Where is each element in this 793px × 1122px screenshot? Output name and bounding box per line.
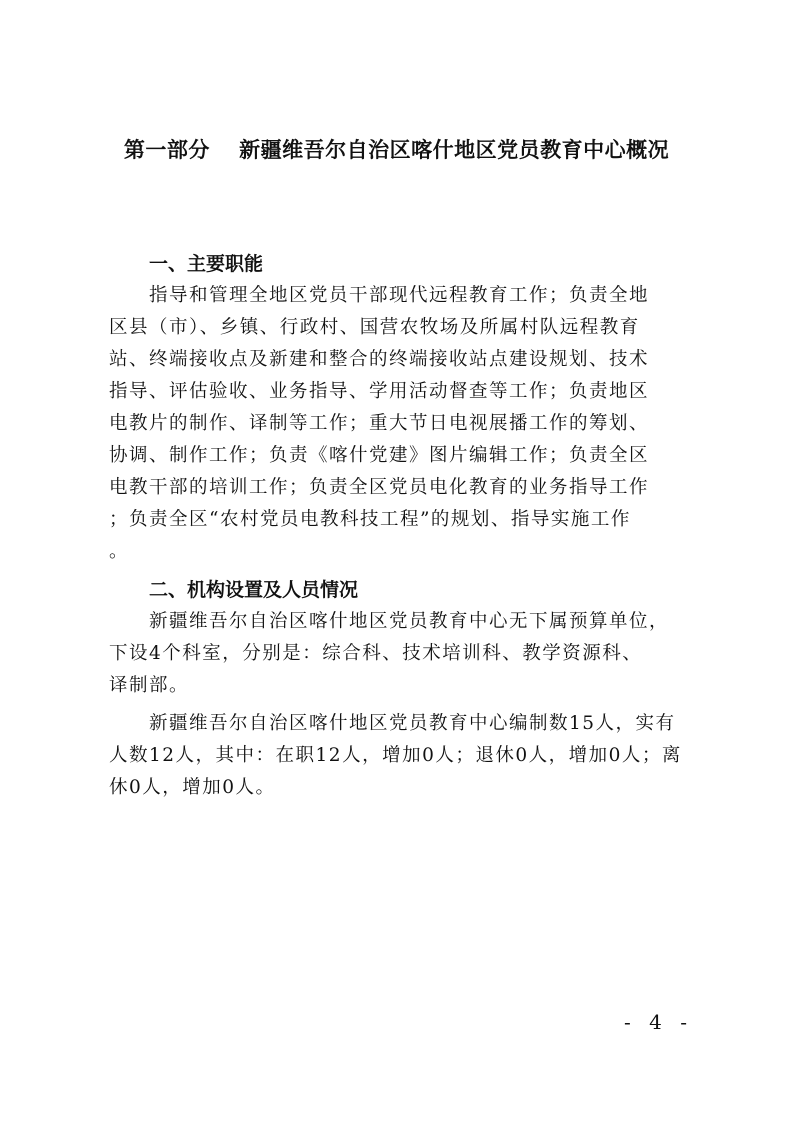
paragraph-line: 电教片的制作、译制等工作；重大节日电视展播工作的筹划、 [109,413,650,434]
main-functions-paragraph [109,280,689,568]
paragraph-line: 下设4个科室，分别是：综合科、技术培训科、教学资源科、 [109,643,643,664]
organization-paragraph [109,606,689,702]
paragraph-line: 新疆维吾尔自治区喀什地区党员教育中心编制数15人，实有 [149,713,676,734]
staffing-paragraph [109,708,689,804]
page-number: - 4 - [624,1010,693,1034]
paragraph-line: 电教干部的培训工作；负责全区党员电化教育的业务指导工作 [109,477,650,498]
paragraph-line: 休0人，增加0人。 [109,777,276,798]
paragraph-line: 人数12人，其中：在职12人，增加0人；退休0人，增加0人；离 [109,745,682,766]
page-title: 第一部分 新疆维吾尔自治区喀什地区党员教育中心概况 [123,138,670,162]
paragraph-line: ；负责全区“农村党员电教科技工程”的规划、指导实施工作 [109,509,631,530]
paragraph-line: 指导和管理全地区党员干部现代远程教育工作；负责全地 [149,285,650,306]
paragraph-line: 指导、评估验收、业务指导、学用活动督查等工作；负责地区 [109,381,650,402]
paragraph-line: 新疆维吾尔自治区喀什地区党员教育中心无下属预算单位， [149,611,670,632]
paragraph-line: 。 [109,541,130,562]
paragraph-line: 译制部。 [109,675,190,696]
section-heading-main-functions: 一、主要职能 [149,253,264,275]
paragraph-line: 站、终端接收点及新建和整合的终端接收站点建设规划、技术 [109,349,650,370]
section-heading-organization-staff: 二、机构设置及人员情况 [149,579,359,601]
paragraph-line: 协调、制作工作；负责《喀什党建》图片编辑工作；负责全区 [109,445,650,466]
paragraph-line: 区县（市）、乡镇、行政村、国营农牧场及所属村队远程教育 [109,317,640,338]
document-body [109,248,689,804]
